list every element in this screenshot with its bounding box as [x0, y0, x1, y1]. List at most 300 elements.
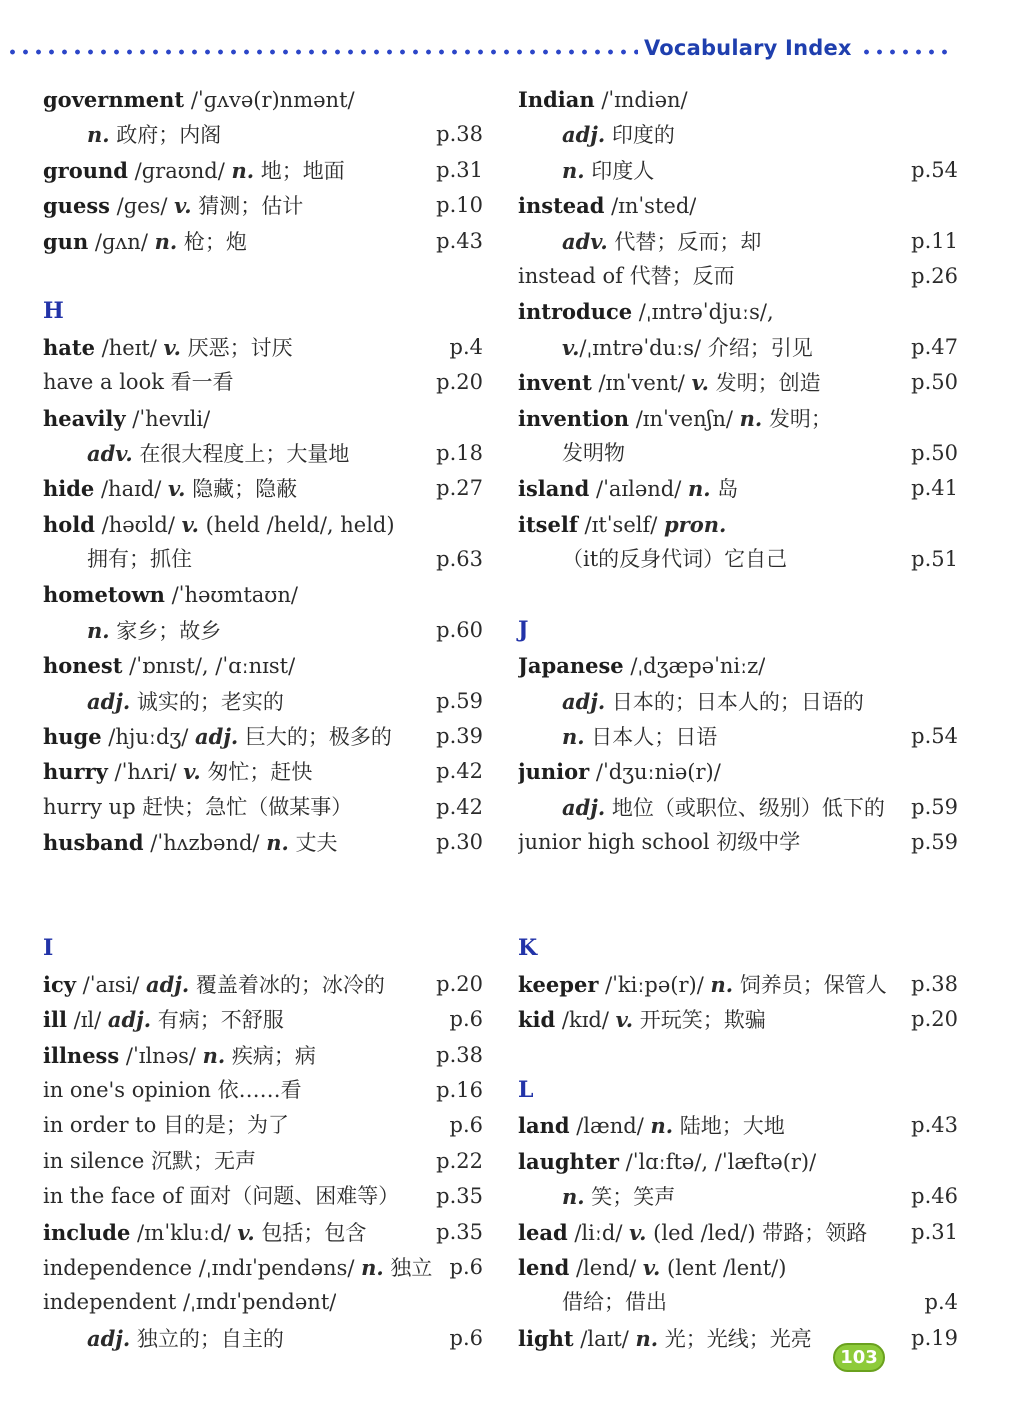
entry-text	[518, 294, 774, 329]
definition: 发明；	[762, 406, 832, 431]
index-entry	[518, 471, 958, 506]
index-entry	[43, 117, 483, 152]
headword: hide	[43, 476, 95, 502]
pronunciation: /ɪnˈsted/	[604, 194, 697, 219]
index-entry	[518, 82, 958, 117]
entry-text	[518, 1179, 675, 1214]
index-entry	[518, 330, 958, 365]
section-letter-text: L	[518, 1076, 534, 1103]
index-entry	[518, 648, 958, 683]
part-of-speech: v.	[163, 334, 181, 360]
definition: 印度的	[605, 123, 675, 148]
index-entry	[43, 825, 483, 860]
entry-text	[43, 471, 297, 506]
part-of-speech: n.	[687, 476, 711, 502]
headword: gun	[43, 228, 89, 254]
entry-text	[518, 117, 675, 152]
pronunciation: /ɪnˈvent/	[591, 371, 692, 396]
page-ref: p.60	[436, 617, 483, 642]
definition: 猜测；估计	[191, 194, 304, 219]
page-ref: p.35	[436, 1184, 483, 1209]
pronunciation: 拥有；抓住	[87, 547, 192, 572]
part-of-speech: n.	[739, 405, 763, 431]
definition: 日本人；日语	[584, 725, 718, 750]
index-entry	[518, 224, 958, 259]
section-letter-text: J	[518, 616, 529, 643]
pronunciation: /ˈaɪsi/	[75, 972, 146, 997]
part-of-speech: n.	[562, 157, 585, 183]
pronunciation: /ˈaɪlənd/	[589, 477, 688, 502]
definition: 包括；包含	[254, 1220, 367, 1245]
entry-text	[518, 401, 832, 436]
entry-text	[43, 507, 395, 542]
headword: kid	[518, 1007, 556, 1033]
page-ref: p.54	[911, 724, 958, 749]
page-ref: p.38	[911, 971, 958, 996]
entry-text	[518, 1002, 766, 1037]
dotted-rule-left	[6, 49, 638, 55]
entry-text	[43, 648, 295, 683]
page-ref: p.59	[911, 794, 958, 819]
section-letter	[43, 294, 483, 329]
headword: heavily	[43, 405, 126, 431]
part-of-speech: v.	[642, 1254, 661, 1280]
pronunciation: /ˈlɑːftə/, /ˈlæftə(r)/	[618, 1149, 817, 1174]
page-ref: p.50	[911, 440, 958, 465]
entry-text	[43, 613, 221, 648]
pronunciation: （it的反身代词）它自己	[562, 547, 788, 572]
entry-text	[518, 1215, 867, 1250]
page-ref: p.6	[449, 1325, 483, 1350]
index-entry	[43, 1285, 483, 1320]
index-entry	[43, 82, 483, 117]
index-entry	[43, 1179, 483, 1214]
index-entry	[43, 401, 483, 436]
pronunciation: /ˈɪlnəs/	[119, 1043, 203, 1068]
headword: laughter	[518, 1148, 619, 1174]
headword: introduce	[518, 299, 633, 325]
index-entry	[43, 507, 483, 542]
page-ref: p.51	[911, 547, 958, 572]
page-ref: p.43	[436, 228, 483, 253]
index-entry	[43, 648, 483, 683]
part-of-speech: n.	[202, 1042, 226, 1068]
index-entry	[43, 1144, 483, 1179]
headword: invention	[518, 405, 630, 431]
page-ref: p.54	[911, 157, 958, 182]
part-of-speech: v.	[615, 1007, 634, 1033]
definition: 代替；反而；却	[607, 229, 762, 254]
definition: 开玩笑；欺骗	[633, 1008, 766, 1033]
entry-text	[43, 1215, 366, 1250]
pronunciation: /ɪnˈvenʃn/	[629, 406, 740, 431]
headword: junior	[518, 759, 590, 785]
index-entry	[43, 613, 483, 648]
pronunciation: /ɪnˈkluːd/	[130, 1220, 238, 1245]
part-of-speech: adj.	[87, 688, 131, 714]
index-entry	[518, 754, 958, 789]
page-ref: p.43	[911, 1113, 958, 1138]
entry-text	[518, 967, 887, 1002]
pronunciation: in one's opinion 依……看	[43, 1077, 302, 1102]
definition: (led /led/) 带路；领路	[646, 1220, 868, 1245]
entry-text	[43, 1073, 302, 1108]
definition: 枪；炮	[177, 229, 247, 254]
pronunciation: in the face of 面对（问题、困难等）	[43, 1184, 400, 1209]
entry-text	[43, 1285, 336, 1320]
headword: lead	[518, 1219, 568, 1245]
entry-text	[43, 401, 210, 436]
part-of-speech: n.	[266, 830, 289, 856]
index-entry	[518, 117, 958, 152]
definition: 发明；创造	[708, 371, 821, 396]
dotted-rule-right	[860, 49, 950, 55]
entry-text	[43, 1179, 399, 1214]
index-entry	[518, 1108, 958, 1143]
headword: husband	[43, 830, 144, 856]
index-entry	[43, 967, 483, 1002]
index-entry	[43, 153, 483, 188]
headword: Indian	[518, 87, 595, 112]
definition: 独立的；自主的	[130, 1326, 284, 1351]
entry-text	[43, 117, 221, 152]
definition: /ˌɪntrəˈduːs/	[579, 335, 708, 360]
definition: 覆盖着冰的；冰冷的	[189, 972, 385, 997]
definition: 巨大的；极多的	[238, 725, 392, 750]
index-entry	[518, 1321, 958, 1356]
index-entry	[518, 790, 958, 825]
pronunciation: /hjuːdʒ/	[101, 725, 196, 750]
section-letter-text: I	[43, 935, 54, 962]
entry-text	[518, 754, 721, 789]
definition: 隐藏；隐蔽	[185, 477, 298, 502]
pronunciation: hurry up 赶快；急忙（做某事）	[43, 794, 353, 819]
entry-text	[518, 719, 717, 754]
entry-text	[518, 188, 696, 223]
page-ref: p.39	[436, 724, 483, 749]
entry-text	[43, 365, 234, 400]
section-letter	[518, 931, 958, 966]
entry-text	[518, 365, 821, 400]
definition: 诚实的；老实的	[130, 689, 284, 714]
page-ref: p.31	[911, 1219, 958, 1244]
entry-text	[43, 1144, 256, 1179]
pronunciation: 借给；借出	[562, 1290, 667, 1315]
header-title: Vocabulary Index	[644, 36, 852, 60]
part-of-speech: adj.	[145, 971, 190, 997]
definition: 地位（或职位、级别）低下的	[605, 795, 885, 820]
index-entry	[43, 1073, 483, 1108]
pronunciation: /liːd/	[567, 1220, 630, 1245]
page-ref: p.38	[436, 122, 483, 147]
part-of-speech: n.	[635, 1325, 659, 1351]
headword: hate	[43, 334, 95, 360]
section-letter-text: K	[518, 935, 538, 962]
pronunciation: /həʊld/	[94, 512, 182, 537]
page-ref: p.22	[436, 1148, 483, 1173]
definition: 家乡；故乡	[109, 618, 222, 643]
section-letter	[518, 1073, 958, 1108]
page-ref: p.10	[436, 193, 483, 218]
pronunciation: instead of 代替；反而	[518, 263, 735, 288]
page-ref: p.30	[436, 830, 483, 855]
pronunciation: /ˈhʌri/	[107, 760, 184, 785]
part-of-speech: n.	[87, 617, 110, 643]
part-of-speech: n.	[650, 1113, 674, 1139]
entry-text	[43, 1002, 284, 1037]
part-of-speech: v.	[181, 511, 199, 537]
right-column	[518, 82, 958, 1356]
pronunciation: junior high school 初级中学	[518, 830, 801, 855]
page-ref: p.6	[449, 1254, 483, 1279]
entry-text	[43, 188, 303, 223]
index-entry	[518, 436, 958, 471]
part-of-speech: adj.	[562, 688, 606, 714]
index-entry	[43, 1002, 483, 1037]
definition: 丈夫	[288, 831, 338, 856]
index-entry	[518, 401, 958, 436]
part-of-speech: adj.	[107, 1007, 152, 1033]
page-ref: p.16	[436, 1077, 483, 1102]
headword: itself	[518, 511, 578, 537]
spacer-row	[43, 896, 483, 931]
part-of-speech: adv.	[87, 440, 133, 466]
headword: hold	[43, 511, 95, 537]
spacer-row	[43, 861, 483, 896]
index-entry	[518, 153, 958, 188]
page-ref: p.4	[924, 1290, 958, 1315]
index-entry	[43, 224, 483, 259]
page-ref: p.6	[449, 1113, 483, 1138]
entry-text	[518, 153, 654, 188]
page-ref: p.27	[436, 476, 483, 501]
part-of-speech: v.	[168, 476, 186, 502]
entry-text	[43, 1250, 432, 1285]
part-of-speech: v.	[174, 193, 192, 219]
pronunciation: independence /ˌɪndɪˈpendəns/	[43, 1255, 362, 1280]
index-entry	[43, 542, 483, 577]
pronunciation: /ˌdʒæpəˈniːz/	[623, 654, 766, 679]
definition: 陆地；大地	[673, 1114, 785, 1139]
pronunciation: /ˈɡʌvə(r)nmənt/	[184, 88, 355, 112]
pronunciation: /ˌɪntrəˈdjuːs/,	[632, 300, 774, 325]
headword: hurry	[43, 759, 108, 785]
part-of-speech: adj.	[562, 122, 606, 148]
entry-text	[518, 507, 726, 542]
definition: (held /held/, held)	[198, 512, 395, 537]
part-of-speech: n.	[361, 1254, 384, 1280]
index-entry	[518, 1215, 958, 1250]
page-ref: p.47	[911, 334, 958, 359]
part-of-speech: n.	[87, 122, 110, 148]
index-entry	[43, 188, 483, 223]
headword: keeper	[518, 971, 599, 997]
spacer-row	[518, 896, 958, 931]
entry-text	[518, 82, 688, 117]
part-of-speech: adj.	[87, 1325, 131, 1351]
page-ref: p.11	[911, 228, 958, 253]
entry-text	[43, 1321, 284, 1356]
index-entry	[518, 1285, 958, 1320]
page-ref: p.18	[436, 440, 483, 465]
page-ref: p.59	[436, 688, 483, 713]
definition: 印度人	[584, 158, 655, 183]
part-of-speech: n.	[710, 971, 734, 997]
pronunciation: /heɪt/	[94, 335, 164, 360]
entry-text	[518, 259, 735, 294]
entry-text	[43, 436, 349, 471]
part-of-speech: v.	[691, 370, 709, 396]
definition: 疾病；病	[225, 1043, 316, 1068]
index-entry	[43, 436, 483, 471]
definition: 匆忙；赶快	[200, 760, 313, 785]
entry-text	[518, 648, 765, 683]
entry-text	[518, 1321, 812, 1356]
headword: ill	[43, 1007, 67, 1033]
index-entry	[518, 1179, 958, 1214]
entry-text	[518, 330, 813, 365]
entry-text	[518, 1108, 785, 1143]
entry-text	[518, 471, 738, 506]
index-entry	[43, 1250, 483, 1285]
pronunciation: in silence 沉默；无声	[43, 1148, 256, 1173]
part-of-speech: pron.	[664, 511, 727, 537]
entry-text	[43, 577, 298, 612]
headword: land	[518, 1113, 570, 1139]
entry-text	[518, 1250, 786, 1285]
page-number-badge: 103	[833, 1343, 885, 1372]
pronunciation: /ˈhʌzbənd/	[143, 831, 267, 856]
spacer-row	[518, 861, 958, 896]
part-of-speech: v.	[629, 1219, 647, 1245]
entry-text	[43, 790, 352, 825]
page-ref: p.42	[436, 794, 483, 819]
page-ref: p.63	[436, 547, 483, 572]
part-of-speech: adv.	[562, 228, 608, 254]
entry-text	[518, 790, 885, 825]
pronunciation: /ɡes/	[109, 194, 175, 219]
index-entry	[518, 967, 958, 1002]
part-of-speech: n.	[562, 724, 585, 750]
pronunciation: /lend/	[569, 1255, 643, 1280]
pronunciation: /ˈhəʊmtaʊn/	[164, 583, 298, 608]
pronunciation: 发明物	[562, 440, 625, 465]
index-entry	[43, 330, 483, 365]
index-entry	[518, 684, 958, 719]
entry-text	[43, 224, 247, 259]
spacer-row	[518, 1038, 958, 1073]
entry-text	[518, 542, 787, 577]
definition: 介绍；引见	[707, 335, 813, 360]
headword: icy	[43, 971, 76, 997]
headword: invent	[518, 370, 592, 396]
headword: light	[518, 1325, 574, 1351]
page-ref: p.46	[911, 1184, 958, 1209]
definition: 政府；内阁	[109, 123, 222, 148]
pronunciation: /ɪtˈself/	[577, 512, 664, 537]
section-letter	[518, 613, 958, 648]
entry-text	[518, 224, 761, 259]
headword: government	[43, 87, 185, 112]
index-entry	[43, 365, 483, 400]
section-letter-text: H	[43, 298, 64, 325]
definition: 笑；笑声	[584, 1185, 676, 1210]
left-column	[43, 82, 483, 1356]
part-of-speech: n.	[231, 157, 255, 183]
definition: (lent /lent/)	[660, 1255, 787, 1280]
pronunciation: independent /ˌɪndɪˈpendənt/	[43, 1290, 337, 1315]
page-ref: p.26	[911, 263, 958, 288]
index-entry	[518, 294, 958, 329]
index-entry	[518, 825, 958, 860]
headword: guess	[43, 193, 110, 219]
entry-text	[43, 1038, 316, 1073]
definition: 在很大程度上；大量地	[132, 441, 350, 466]
running-header	[0, 30, 1024, 70]
headword: include	[43, 1219, 131, 1245]
index-entry	[43, 684, 483, 719]
page-ref: p.38	[436, 1042, 483, 1067]
pronunciation: /ˈdʒuːniə(r)/	[589, 760, 721, 785]
index-entry	[43, 1215, 483, 1250]
pronunciation: /laɪt/	[573, 1326, 636, 1351]
page-ref: p.20	[436, 370, 483, 395]
page-ref: p.20	[436, 971, 483, 996]
entry-text	[518, 436, 625, 471]
pronunciation: /lænd/	[569, 1114, 651, 1139]
index-entry	[518, 719, 958, 754]
entry-text	[43, 153, 345, 188]
entry-text	[518, 684, 864, 719]
pronunciation: /kɪd/	[555, 1008, 616, 1033]
entry-text	[518, 1285, 667, 1320]
index-entry	[43, 719, 483, 754]
index-entry	[518, 259, 958, 294]
part-of-speech: n.	[154, 228, 178, 254]
page-ref: p.19	[911, 1325, 958, 1350]
index-entry	[43, 471, 483, 506]
page-ref: p.50	[911, 370, 958, 395]
page-ref: p.20	[911, 1007, 958, 1032]
index-entry	[518, 507, 958, 542]
pronunciation: /ˈɒnɪst/, /ˈɑːnɪst/	[122, 654, 296, 679]
definition: 光；光线；光亮	[658, 1326, 812, 1351]
headword: island	[518, 476, 590, 502]
index-entry	[518, 365, 958, 400]
definition: 日本的；日本人的；日语的	[605, 689, 864, 714]
entry-text	[43, 330, 293, 365]
part-of-speech: n.	[562, 1184, 585, 1210]
headword: ground	[43, 157, 128, 183]
index-entry	[518, 1002, 958, 1037]
pronunciation: /ɡʌn/	[88, 229, 155, 254]
part-of-speech: v.	[237, 1219, 255, 1245]
headword: honest	[43, 653, 123, 679]
section-letter	[43, 931, 483, 966]
pronunciation: /haɪd/	[94, 477, 169, 502]
definition: 独立	[383, 1255, 433, 1280]
pronunciation: /ˈɪndiən/	[594, 88, 688, 112]
headword: instead	[518, 193, 605, 219]
pronunciation: in order to 目的是；为了	[43, 1113, 289, 1138]
headword: illness	[43, 1042, 120, 1068]
spacer-row	[43, 259, 483, 294]
page-ref: p.42	[436, 759, 483, 784]
entry-text	[43, 684, 284, 719]
page-ref: p.35	[436, 1219, 483, 1244]
headword: Japanese	[518, 653, 624, 679]
page-ref: p.4	[449, 334, 483, 359]
